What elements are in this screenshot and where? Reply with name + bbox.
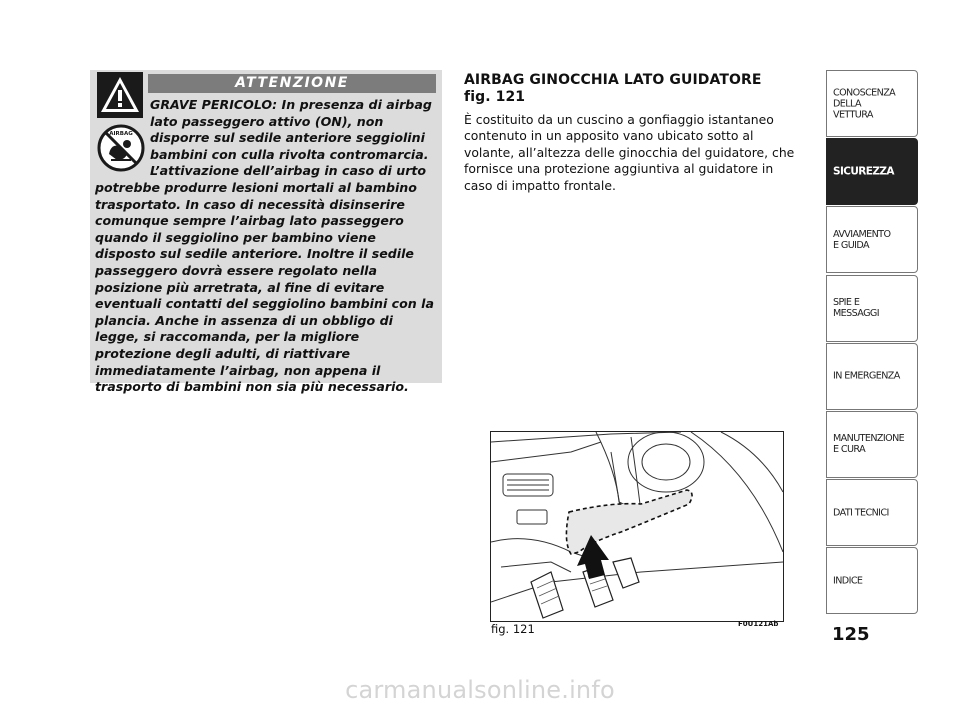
tab-avviamento[interactable] (826, 206, 918, 273)
tab-label: IN EMERGENZA (833, 370, 900, 382)
tab-label: AVVIAMENTO E GUIDA (833, 228, 891, 251)
watermark: carmanualsonline.info (345, 676, 615, 704)
tab-sicurezza[interactable] (826, 138, 918, 205)
section-title-figref: fig. 121 (464, 89, 526, 105)
tab-label: SICUREZZA (833, 165, 894, 178)
warning-body: In presenza di airbag lato passeggero attivo (ON), non disporre sul sedile anteriore seggiolini bambini con culla rivolta contromarcia. L’attivazione dell’airbag in caso di urto potrebbe produrre lesioni mortali al bambino trasportato. In caso di necessità disinserire comunque sempre l’airbag lato passeggero quando il seggiolino per bambino viene disposto sul sedile anteriore. Inoltre il sedile passeggero dovrà essere regolato nella posizione più arretrata, al fine di evitare eventuali contatti del seggiolino bambini con la plancia. Anche in assenza di un obbligo di legge, si raccomanda, per la migliore protezione degli adulti, di riattivare immediatamente l’airbag, non appena il trasporto di bambini non sia più necessario. (95, 97, 434, 395)
tab-label: CONOSCENZA DELLA VETTURA (833, 87, 896, 120)
tab-indice[interactable] (826, 547, 918, 614)
tab-conoscenza[interactable] (826, 70, 918, 137)
chapter-tabs (826, 70, 918, 616)
warning-lead: GRAVE PERICOLO: (150, 97, 278, 112)
airbag-icon-label: AIRBAG (109, 131, 133, 137)
tab-manutenzione[interactable] (826, 411, 918, 478)
figure-code: F0U121Ab (738, 620, 779, 628)
figure-caption: fig. 121 (491, 622, 535, 636)
knee-airbag-illustration (491, 432, 783, 621)
page-number: 125 (832, 624, 870, 645)
warning-text (95, 97, 437, 396)
section-title-main: AIRBAG GINOCCHIA LATO GUIDATORE (464, 72, 762, 88)
tab-label: MANUTENZIONE E CURA (833, 433, 905, 456)
tab-label: SPIE E MESSAGGI (833, 297, 879, 320)
tab-dati-tecnici[interactable] (826, 479, 918, 546)
section-body: È costituito da un cuscino a gonfiaggio istantaneo contenuto in un apposito vano ubicato sotto al volante, all’altezza delle ginocchia del guidatore, che fornisce una protezione aggiuntiva al guidatore in caso di impatto frontale. (464, 112, 795, 193)
tab-label: INDICE (833, 575, 863, 587)
tab-label: DATI TECNICI (833, 507, 889, 519)
tab-emergenza[interactable] (826, 343, 918, 410)
section-title (464, 72, 794, 106)
tab-spie[interactable] (826, 275, 918, 342)
knee-airbag-figure (490, 431, 784, 622)
warning-header: ATTENZIONE (148, 74, 436, 93)
